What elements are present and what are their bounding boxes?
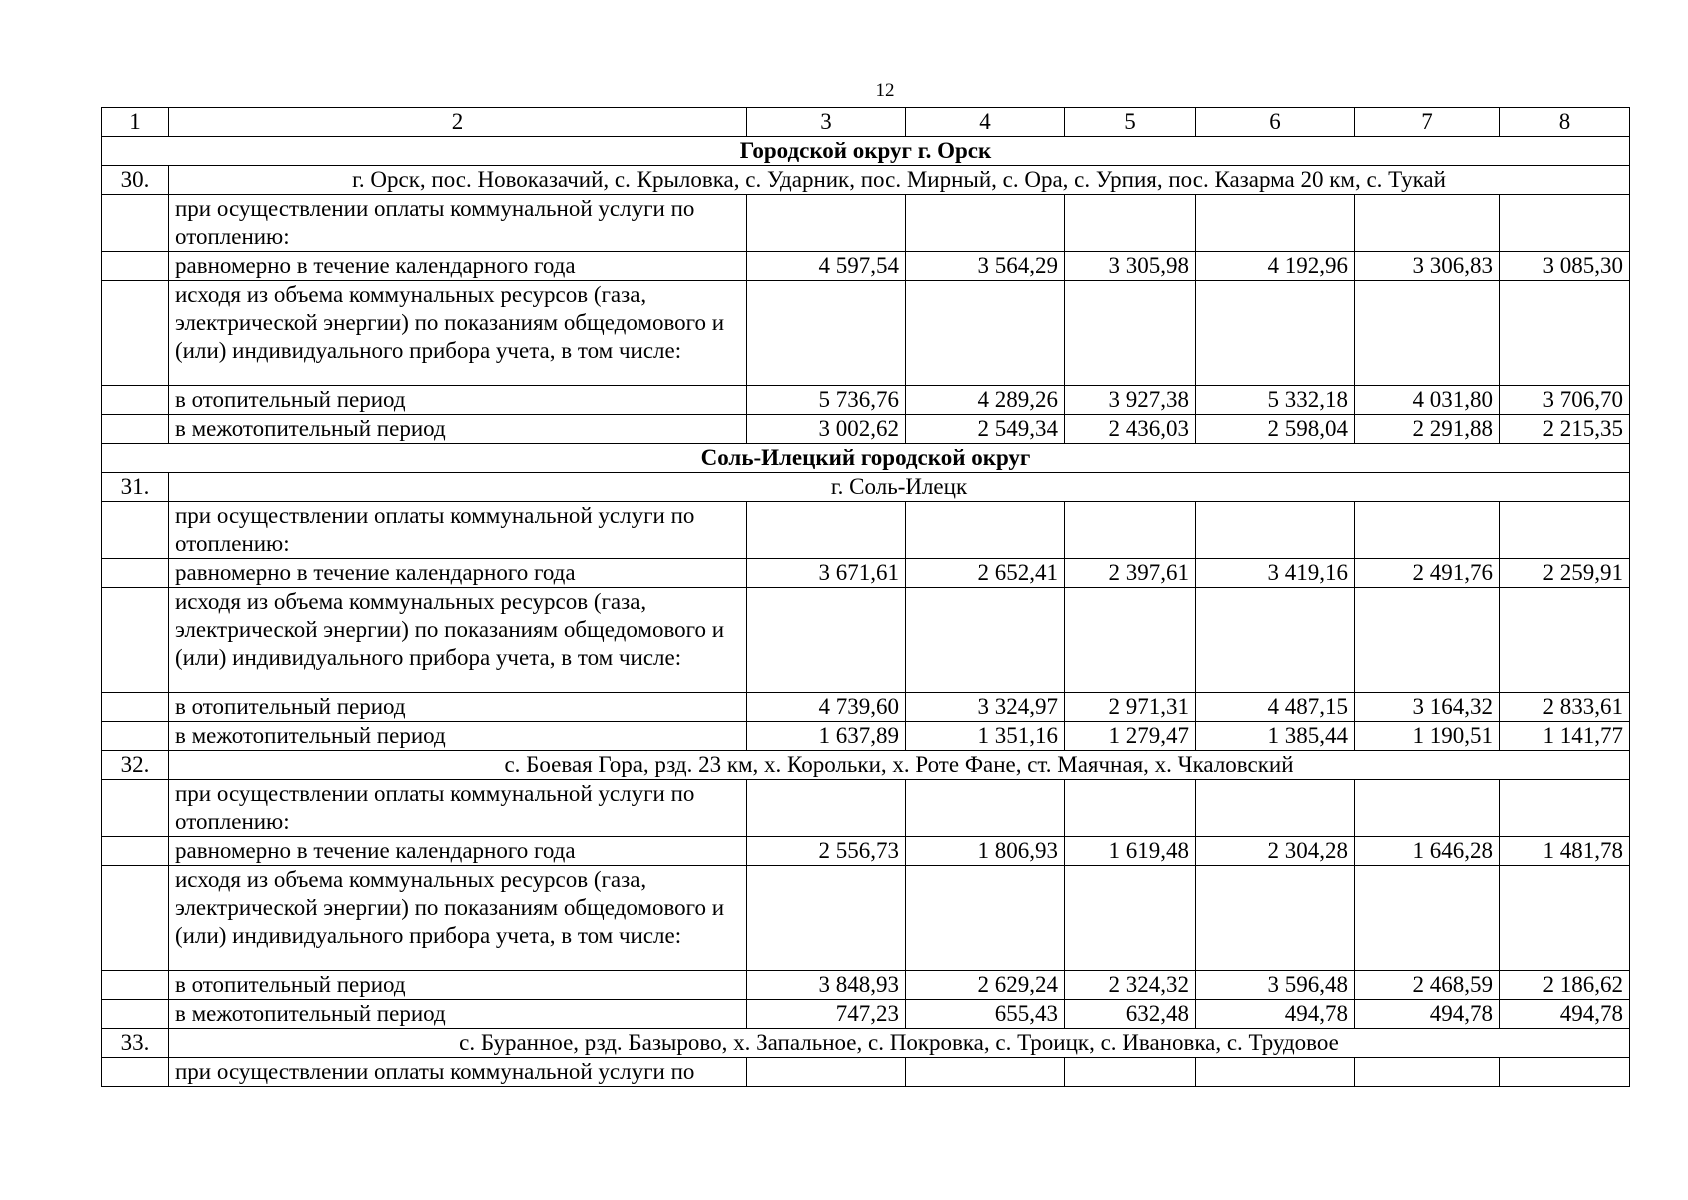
column-number-header: 6 <box>1196 108 1355 137</box>
tariff-row <box>102 837 1630 866</box>
description-row <box>102 281 1630 386</box>
tariff-value-cell <box>1500 1058 1630 1087</box>
tariff-value-cell <box>1065 1058 1196 1087</box>
row-description: в отопительный период <box>169 971 747 1000</box>
tariff-value-cell: 3 306,83 <box>1355 252 1500 281</box>
column-number-header: 1 <box>102 108 169 137</box>
description-row <box>102 780 1630 837</box>
empty-number-cell <box>102 1000 169 1029</box>
column-number-header: 3 <box>747 108 906 137</box>
tariff-table <box>101 107 1630 1087</box>
section-header-row <box>102 137 1630 166</box>
tariff-value-cell: 2 491,76 <box>1355 559 1500 588</box>
tariff-value-cell: 3 564,29 <box>906 252 1065 281</box>
tariff-value-cell: 2 324,32 <box>1065 971 1196 1000</box>
tariff-value-cell <box>1196 195 1355 252</box>
column-number-header: 2 <box>169 108 747 137</box>
section-header-row <box>102 444 1630 473</box>
tariff-value-cell <box>906 866 1065 971</box>
tariff-value-cell <box>906 195 1065 252</box>
empty-number-cell <box>102 252 169 281</box>
tariff-value-cell <box>1355 502 1500 559</box>
page-number: 12 <box>875 80 895 101</box>
tariff-value-cell <box>747 866 906 971</box>
tariff-value-cell: 3 305,98 <box>1065 252 1196 281</box>
tariff-value-cell: 2 215,35 <box>1500 415 1630 444</box>
tariff-value-cell: 4 031,80 <box>1355 386 1500 415</box>
tariff-value-cell: 2 291,88 <box>1355 415 1500 444</box>
tariff-value-cell <box>906 780 1065 837</box>
tariff-value-cell: 1 190,51 <box>1355 722 1500 751</box>
tariff-value-cell: 2 652,41 <box>906 559 1065 588</box>
locality-list: г. Орск, пос. Новоказачий, с. Крыловка, с. Ударник, пос. Мирный, с. Ора, с. Урпия, пос. Казарма 20 км, с. Тукай <box>169 166 1630 195</box>
tariff-value-cell <box>1500 780 1630 837</box>
column-number-header: 4 <box>906 108 1065 137</box>
tariff-value-cell: 747,23 <box>747 1000 906 1029</box>
tariff-row <box>102 252 1630 281</box>
tariff-value-cell: 4 192,96 <box>1196 252 1355 281</box>
tariff-value-cell <box>1065 195 1196 252</box>
empty-number-cell <box>102 837 169 866</box>
tariff-value-cell <box>1500 866 1630 971</box>
empty-number-cell <box>102 415 169 444</box>
tariff-value-cell: 1 646,28 <box>1355 837 1500 866</box>
tariff-value-cell: 2 304,28 <box>1196 837 1355 866</box>
empty-number-cell <box>102 195 169 252</box>
description-row <box>102 866 1630 971</box>
empty-number-cell <box>102 971 169 1000</box>
locality-row <box>102 473 1630 502</box>
tariff-value-cell <box>906 281 1065 386</box>
locality-list: с. Боевая Гора, рзд. 23 км, х. Корольки, х. Роте Фане, ст. Маячная, х. Чкаловский <box>169 751 1630 780</box>
description-row <box>102 588 1630 693</box>
locality-list: г. Соль-Илецк <box>169 473 1630 502</box>
section-title: Соль-Илецкий городской округ <box>102 444 1630 473</box>
row-description: в межотопительный период <box>169 415 747 444</box>
tariff-value-cell: 2 598,04 <box>1196 415 1355 444</box>
tariff-value-cell: 3 002,62 <box>747 415 906 444</box>
tariff-value-cell: 632,48 <box>1065 1000 1196 1029</box>
tariff-value-cell: 2 833,61 <box>1500 693 1630 722</box>
tariff-value-cell <box>1065 502 1196 559</box>
row-description: в отопительный период <box>169 693 747 722</box>
tariff-value-cell <box>1500 588 1630 693</box>
locality-list: с. Буранное, рзд. Базырово, х. Запальное, с. Покровка, с. Троицк, с. Ивановка, с. Трудовое <box>169 1029 1630 1058</box>
tariff-value-cell: 1 806,93 <box>906 837 1065 866</box>
tariff-value-cell: 3 848,93 <box>747 971 906 1000</box>
tariff-value-cell <box>1500 502 1630 559</box>
tariff-value-cell <box>1355 866 1500 971</box>
tariff-value-cell: 2 436,03 <box>1065 415 1196 444</box>
tariff-value-cell <box>1065 780 1196 837</box>
tariff-value-cell <box>1196 1058 1355 1087</box>
column-number-header: 5 <box>1065 108 1196 137</box>
tariff-value-cell: 3 596,48 <box>1196 971 1355 1000</box>
description-row <box>102 1058 1630 1087</box>
row-description: в отопительный период <box>169 386 747 415</box>
tariff-value-cell <box>1196 780 1355 837</box>
row-description: в межотопительный период <box>169 722 747 751</box>
empty-number-cell <box>102 1058 169 1087</box>
row-number: 31. <box>102 473 169 502</box>
tariff-value-cell <box>906 1058 1065 1087</box>
tariff-value-cell: 3 324,97 <box>906 693 1065 722</box>
tariff-value-cell <box>1196 502 1355 559</box>
empty-number-cell <box>102 693 169 722</box>
tariff-value-cell: 4 739,60 <box>747 693 906 722</box>
row-description: при осуществлении оплаты коммунальной услуги по отоплению: <box>169 195 747 252</box>
description-row <box>102 502 1630 559</box>
section-title: Городской округ г. Орск <box>102 137 1630 166</box>
row-number: 32. <box>102 751 169 780</box>
tariff-value-cell <box>747 588 906 693</box>
tariff-value-cell <box>747 195 906 252</box>
empty-number-cell <box>102 386 169 415</box>
tariff-value-cell: 1 481,78 <box>1500 837 1630 866</box>
tariff-value-cell <box>1065 281 1196 386</box>
locality-row <box>102 166 1630 195</box>
row-description: равномерно в течение календарного года <box>169 559 747 588</box>
tariff-value-cell: 1 351,16 <box>906 722 1065 751</box>
tariff-value-cell: 3 164,32 <box>1355 693 1500 722</box>
tariff-value-cell: 2 468,59 <box>1355 971 1500 1000</box>
tariff-value-cell <box>1196 281 1355 386</box>
empty-number-cell <box>102 502 169 559</box>
tariff-value-cell <box>1355 588 1500 693</box>
tariff-value-cell <box>1355 1058 1500 1087</box>
tariff-value-cell: 655,43 <box>906 1000 1065 1029</box>
tariff-value-cell: 4 289,26 <box>906 386 1065 415</box>
tariff-value-cell: 2 397,61 <box>1065 559 1196 588</box>
tariff-row <box>102 386 1630 415</box>
tariff-value-cell: 1 637,89 <box>747 722 906 751</box>
empty-number-cell <box>102 780 169 837</box>
tariff-value-cell: 2 556,73 <box>747 837 906 866</box>
tariff-value-cell: 2 186,62 <box>1500 971 1630 1000</box>
tariff-value-cell <box>747 780 906 837</box>
tariff-row <box>102 415 1630 444</box>
description-row <box>102 195 1630 252</box>
tariff-value-cell <box>1196 588 1355 693</box>
tariff-value-cell: 2 259,91 <box>1500 559 1630 588</box>
tariff-value-cell <box>1355 195 1500 252</box>
tariff-value-cell: 494,78 <box>1196 1000 1355 1029</box>
tariff-value-cell <box>1355 780 1500 837</box>
empty-number-cell <box>102 588 169 693</box>
tariff-row <box>102 1000 1630 1029</box>
row-description: равномерно в течение календарного года <box>169 252 747 281</box>
empty-number-cell <box>102 559 169 588</box>
tariff-value-cell: 3 419,16 <box>1196 559 1355 588</box>
tariff-value-cell <box>1065 866 1196 971</box>
row-description: в межотопительный период <box>169 1000 747 1029</box>
tariff-value-cell <box>1500 195 1630 252</box>
tariff-value-cell: 1 141,77 <box>1500 722 1630 751</box>
tariff-value-cell: 5 332,18 <box>1196 386 1355 415</box>
tariff-value-cell <box>1065 588 1196 693</box>
tariff-value-cell: 1 385,44 <box>1196 722 1355 751</box>
locality-row <box>102 751 1630 780</box>
tariff-value-cell: 2 629,24 <box>906 971 1065 1000</box>
row-number: 33. <box>102 1029 169 1058</box>
tariff-value-cell <box>747 281 906 386</box>
tariff-row <box>102 722 1630 751</box>
tariff-value-cell <box>906 502 1065 559</box>
empty-number-cell <box>102 722 169 751</box>
tariff-row <box>102 693 1630 722</box>
tariff-value-cell: 2 971,31 <box>1065 693 1196 722</box>
row-description: равномерно в течение календарного года <box>169 837 747 866</box>
row-description: при осуществлении оплаты коммунальной услуги по отоплению: <box>169 502 747 559</box>
tariff-value-cell <box>1500 281 1630 386</box>
tariff-row <box>102 971 1630 1000</box>
tariff-value-cell: 494,78 <box>1500 1000 1630 1029</box>
tariff-value-cell: 2 549,34 <box>906 415 1065 444</box>
column-number-header: 8 <box>1500 108 1630 137</box>
row-description: при осуществлении оплаты коммунальной услуги по отоплению: <box>169 780 747 837</box>
tariff-value-cell: 3 085,30 <box>1500 252 1630 281</box>
tariff-value-cell <box>747 502 906 559</box>
tariff-value-cell <box>1196 866 1355 971</box>
tariff-value-cell: 1 619,48 <box>1065 837 1196 866</box>
tariff-value-cell: 5 736,76 <box>747 386 906 415</box>
tariff-value-cell <box>1355 281 1500 386</box>
row-description: исходя из объема коммунальных ресурсов (газа, электрической энергии) по показаниям общедомового и (или) индивидуального прибора учета, в том числе: <box>169 866 747 971</box>
tariff-value-cell: 3 706,70 <box>1500 386 1630 415</box>
tariff-row <box>102 559 1630 588</box>
tariff-value-cell: 1 279,47 <box>1065 722 1196 751</box>
tariff-value-cell: 4 597,54 <box>747 252 906 281</box>
empty-number-cell <box>102 281 169 386</box>
tariff-value-cell <box>747 1058 906 1087</box>
locality-row <box>102 1029 1630 1058</box>
tariff-value-cell <box>906 588 1065 693</box>
empty-number-cell <box>102 866 169 971</box>
tariff-value-cell: 3 671,61 <box>747 559 906 588</box>
tariff-value-cell: 3 927,38 <box>1065 386 1196 415</box>
row-description: исходя из объема коммунальных ресурсов (газа, электрической энергии) по показаниям общедомового и (или) индивидуального прибора учета, в том числе: <box>169 281 747 386</box>
tariff-value-cell: 4 487,15 <box>1196 693 1355 722</box>
row-description: при осуществлении оплаты коммунальной услуги по <box>169 1058 747 1087</box>
column-number-header-row <box>102 108 1630 137</box>
row-number: 30. <box>102 166 169 195</box>
tariff-value-cell: 494,78 <box>1355 1000 1500 1029</box>
row-description: исходя из объема коммунальных ресурсов (газа, электрической энергии) по показаниям общедомового и (или) индивидуального прибора учета, в том числе: <box>169 588 747 693</box>
column-number-header: 7 <box>1355 108 1500 137</box>
